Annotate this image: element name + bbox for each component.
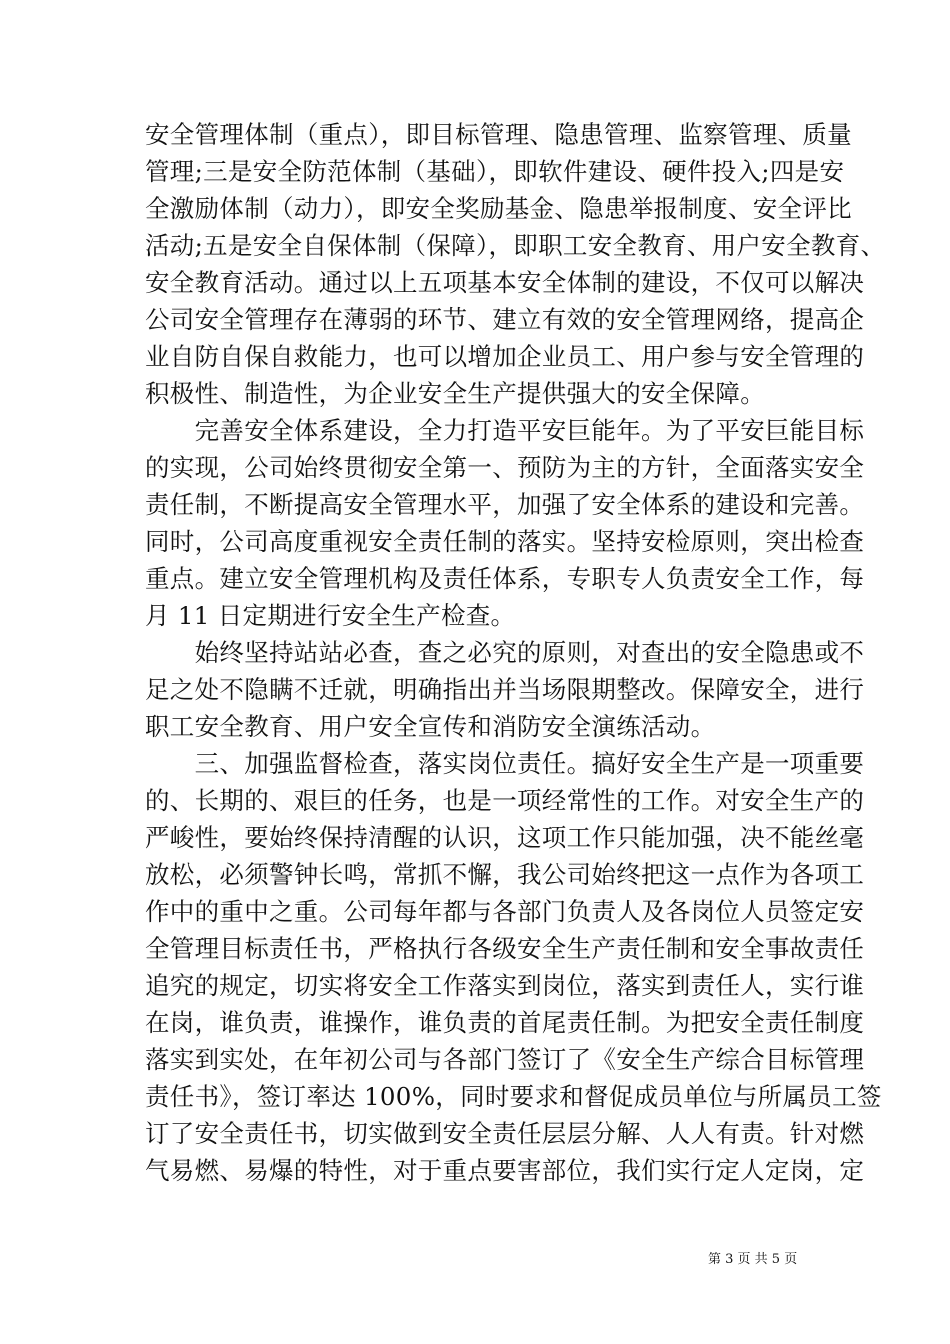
text-line: 职工安全教育、用户安全宣传和消防安全演练活动。	[145, 712, 716, 741]
text-line: 积极性、制造性，为企业安全生产提供强大的安全保障。	[145, 379, 765, 408]
text-line: 完善安全体系建设，全力打造平安巨能年。为了平安巨能目标	[145, 416, 865, 445]
text-line: 放松，必须警钟长鸣，常抓不懈，我公司始终把这一点作为各项工	[145, 860, 865, 889]
text-line: 的实现，公司始终贯彻安全第一、预防为主的方针，全面落实安全	[145, 453, 865, 482]
text-line: 足之处不隐瞒不迁就，明确指出并当场限期整改。保障安全，进行	[145, 675, 865, 704]
text-line: 重点。建立安全管理机构及责任体系，专职专人负责安全工作，每	[145, 564, 865, 593]
text-line: 同时，公司高度重视安全责任制的落实。坚持安检原则，突出检查	[145, 527, 865, 556]
text-line: 追究的规定，切实将安全工作落实到岗位，落实到责任人，实行谁	[145, 971, 865, 1000]
text-line: 责任书》，签订率达 100%，同时要求和督促成员单位与所属员工签	[145, 1082, 882, 1111]
text-line: 订了安全责任书，切实做到安全责任层层分解、人人有责。针对燃	[145, 1119, 865, 1148]
text-line: 三、加强监督检查，落实岗位责任。搞好安全生产是一项重要	[145, 749, 865, 778]
text-line: 气易燃、易爆的特性，对于重点要害部位，我们实行定人定岗，定	[145, 1156, 865, 1185]
text-line: 安全管理体制（重点），即目标管理、隐患管理、监察管理、质量	[145, 120, 852, 149]
text-line: 全管理目标责任书，严格执行各级安全生产责任制和安全事故责任	[145, 934, 865, 963]
text-line: 月 11 日定期进行安全生产检查。	[145, 601, 516, 630]
text-line: 的、长期的、艰巨的任务，也是一项经常性的工作。对安全生产的	[145, 786, 865, 815]
text-line: 始终坚持站站必查，查之必究的原则，对查出的安全隐患或不	[145, 638, 865, 667]
text-line: 全激励体制（动力），即安全奖励基金、隐患举报制度、安全评比	[145, 194, 852, 223]
text-line: 活动;五是安全自保体制（保障），即职工安全教育、用户安全教育、	[145, 231, 886, 260]
text-line: 在岗，谁负责，谁操作，谁负责的首尾责任制。为把安全责任制度	[145, 1008, 865, 1037]
text-line: 业自防自保自救能力，也可以增加企业员工、用户参与安全管理的	[145, 342, 865, 371]
text-line: 公司安全管理存在薄弱的环节、建立有效的安全管理网络，提高企	[145, 305, 865, 334]
text-line: 严峻性，要始终保持清醒的认识，这项工作只能加强，决不能丝毫	[145, 823, 865, 852]
text-line: 落实到实处，在年初公司与各部门签订了《安全生产综合目标管理	[145, 1045, 865, 1074]
text-line: 安全教育活动。通过以上五项基本安全体制的建设，不仅可以解决	[145, 268, 865, 297]
text-line: 作中的重中之重。公司每年都与各部门负责人及各岗位人员签定安	[145, 897, 865, 926]
text-line: 管理;三是安全防范体制（基础），即软件建设、硬件投入;四是安	[145, 157, 845, 186]
page-number-footer: 第 3 页 共 5 页	[708, 1252, 798, 1267]
text-line: 责任制，不断提高安全管理水平，加强了安全体系的建设和完善。	[145, 490, 865, 519]
